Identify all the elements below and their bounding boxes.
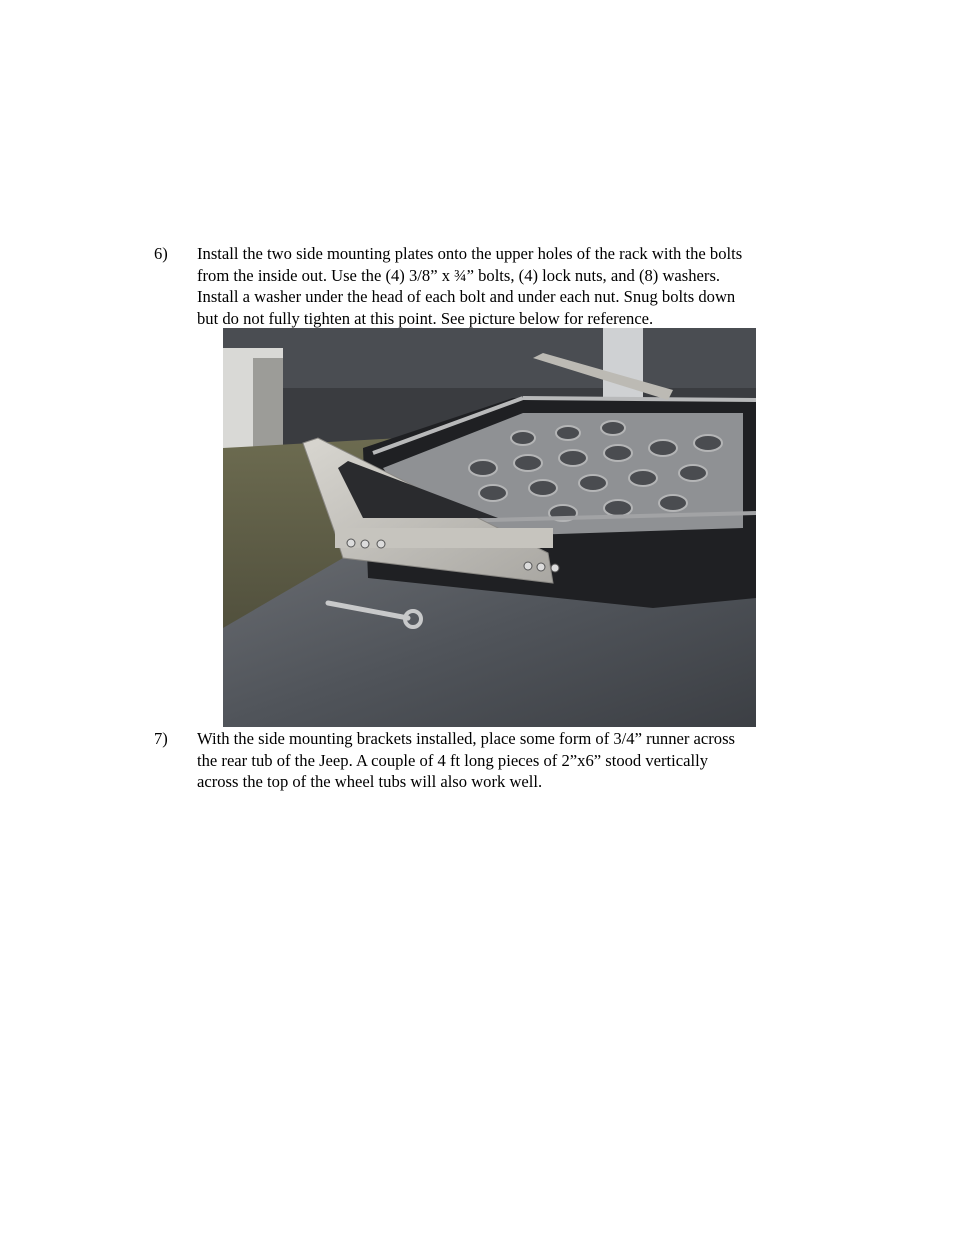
step-number: 6) xyxy=(154,244,168,263)
step-text-line: across the top of the wheel tubs will also work well. xyxy=(197,772,543,791)
step-text-line: Install a washer under the head of each bolt and under each nut. Snug bolts down xyxy=(197,287,736,306)
step-7 xyxy=(154,728,834,794)
step-text-line: but do not fully tighten at this point. See picture below for reference. xyxy=(197,308,654,328)
reference-photo xyxy=(223,328,756,727)
step-text-line: With the side mounting brackets installed, place some form of 3/4” runner across xyxy=(197,729,736,748)
step-text-line: Install the two side mounting plates onto the upper holes of the rack with the bolts xyxy=(197,244,743,263)
step-text-line: the rear tub of the Jeep. A couple of 4 ft long pieces of 2”x6” stood vertically xyxy=(197,750,709,770)
step-number: 7) xyxy=(154,729,168,748)
step-6 xyxy=(154,243,834,331)
step-text-line: from the inside out. Use the (4) 3/8” x ¾” bolts, (4) lock nuts, and (8) washers. xyxy=(197,265,721,285)
